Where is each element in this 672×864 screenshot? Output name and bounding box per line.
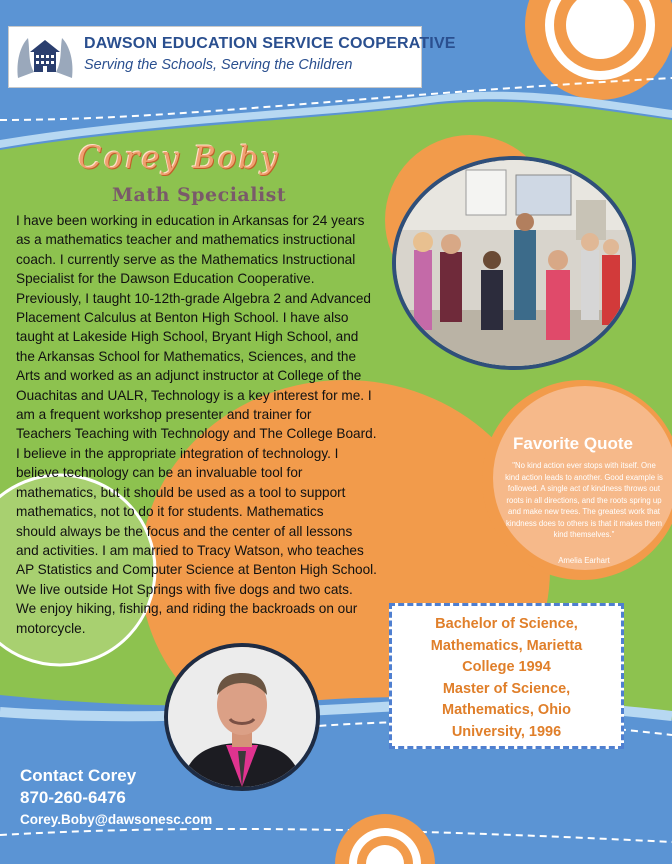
education-line: University, 1996 — [451, 723, 562, 740]
bio-line: We enjoy hiking, fishing, and riding the backroads on our — [16, 601, 358, 617]
bio-line: Arts and worked as an adjunct instructor at College of the — [16, 368, 362, 384]
bio-line: I have been working in education in Arkansas for 24 years — [16, 213, 365, 228]
quote-text: "No kind action ever stops with itself. One kind action leads to another. Good example is followed. A single act of kindness throws out roots in all directions, and the roots spring up and make new trees. The greatest work that kindness does to others is that it makes them kind themselves." — [505, 461, 663, 539]
bio-text — [16, 211, 402, 638]
bio-line: taught at Lakeside High School, Bryant High School, and — [16, 329, 359, 345]
portrait-photo — [164, 643, 320, 791]
bio-line: Specialist for the Dawson Education Cooperative. — [16, 271, 315, 287]
bio-line: Placement Calculus at Benton High School. I have also — [16, 310, 349, 326]
bio-line: am a frequent workshop presenter and trainer for — [16, 407, 312, 423]
profile-role: Math Specialist — [112, 184, 287, 206]
education-line: College 1994 — [462, 659, 551, 676]
schoolhouse-hands-logo-icon — [14, 32, 76, 82]
education-line: Master of Science, — [442, 680, 571, 697]
bio-line: believe technology can be an invaluable tool for — [16, 465, 303, 481]
bio-line: AP Statistics and Computer Science at Benton High School. — [16, 562, 377, 578]
bio-line: coach. I currently serve as the Mathematics Instructional — [16, 251, 356, 267]
bio-line: as a mathematics teacher and mathematics instructional — [16, 232, 356, 248]
profile-name: Corey Boby — [78, 140, 280, 176]
bio-line: and activities. I am married to Tracy Watson, who teaches — [16, 542, 364, 558]
education-line: Mathematics, Marietta — [430, 637, 583, 654]
bio-line: I believe in the appropriate integration of technology. I — [16, 445, 339, 461]
org-name: DAWSON EDUCATION SERVICE COOPERATIVE — [84, 35, 456, 52]
classroom-photo — [392, 156, 636, 370]
contact-title: Contact Corey — [20, 766, 137, 785]
org-tagline: Serving the Schools, Serving the Children — [84, 57, 353, 73]
bio-line: Ouachitas and UALR, Technology is a key interest for me. I — [16, 387, 372, 403]
education-line: Mathematics, Ohio — [442, 702, 571, 719]
bio-line: Previously, I taught 10-12th-grade Algebra 2 and Advanced — [16, 290, 371, 306]
bio-line: We live outside Hot Springs with five dogs and two cats. — [16, 581, 353, 597]
education-line: Bachelor of Science, — [435, 616, 578, 632]
bio-line: mathematics, not to do it for students. Mathematics — [16, 504, 324, 520]
contact-phone[interactable]: 870-260-6476 — [20, 788, 126, 807]
bio-line: mathematics, but it should be used as a tool to support — [16, 484, 346, 500]
bio-line: should always be the focus and the center of all lessons — [16, 523, 353, 539]
quote-author: Amelia Earhart — [558, 556, 610, 565]
quote-title: Favorite Quote — [513, 434, 633, 453]
bio-line: the Arkansas School for Mathematics, Sciences, and the — [16, 348, 357, 364]
bio-line: motorcycle. — [16, 620, 86, 636]
education-box — [389, 603, 624, 749]
contact-email[interactable]: Corey.Boby@dawsonesc.com — [20, 812, 213, 827]
bio-line: Teachers Teaching with Technology and The College Board. — [16, 426, 377, 442]
